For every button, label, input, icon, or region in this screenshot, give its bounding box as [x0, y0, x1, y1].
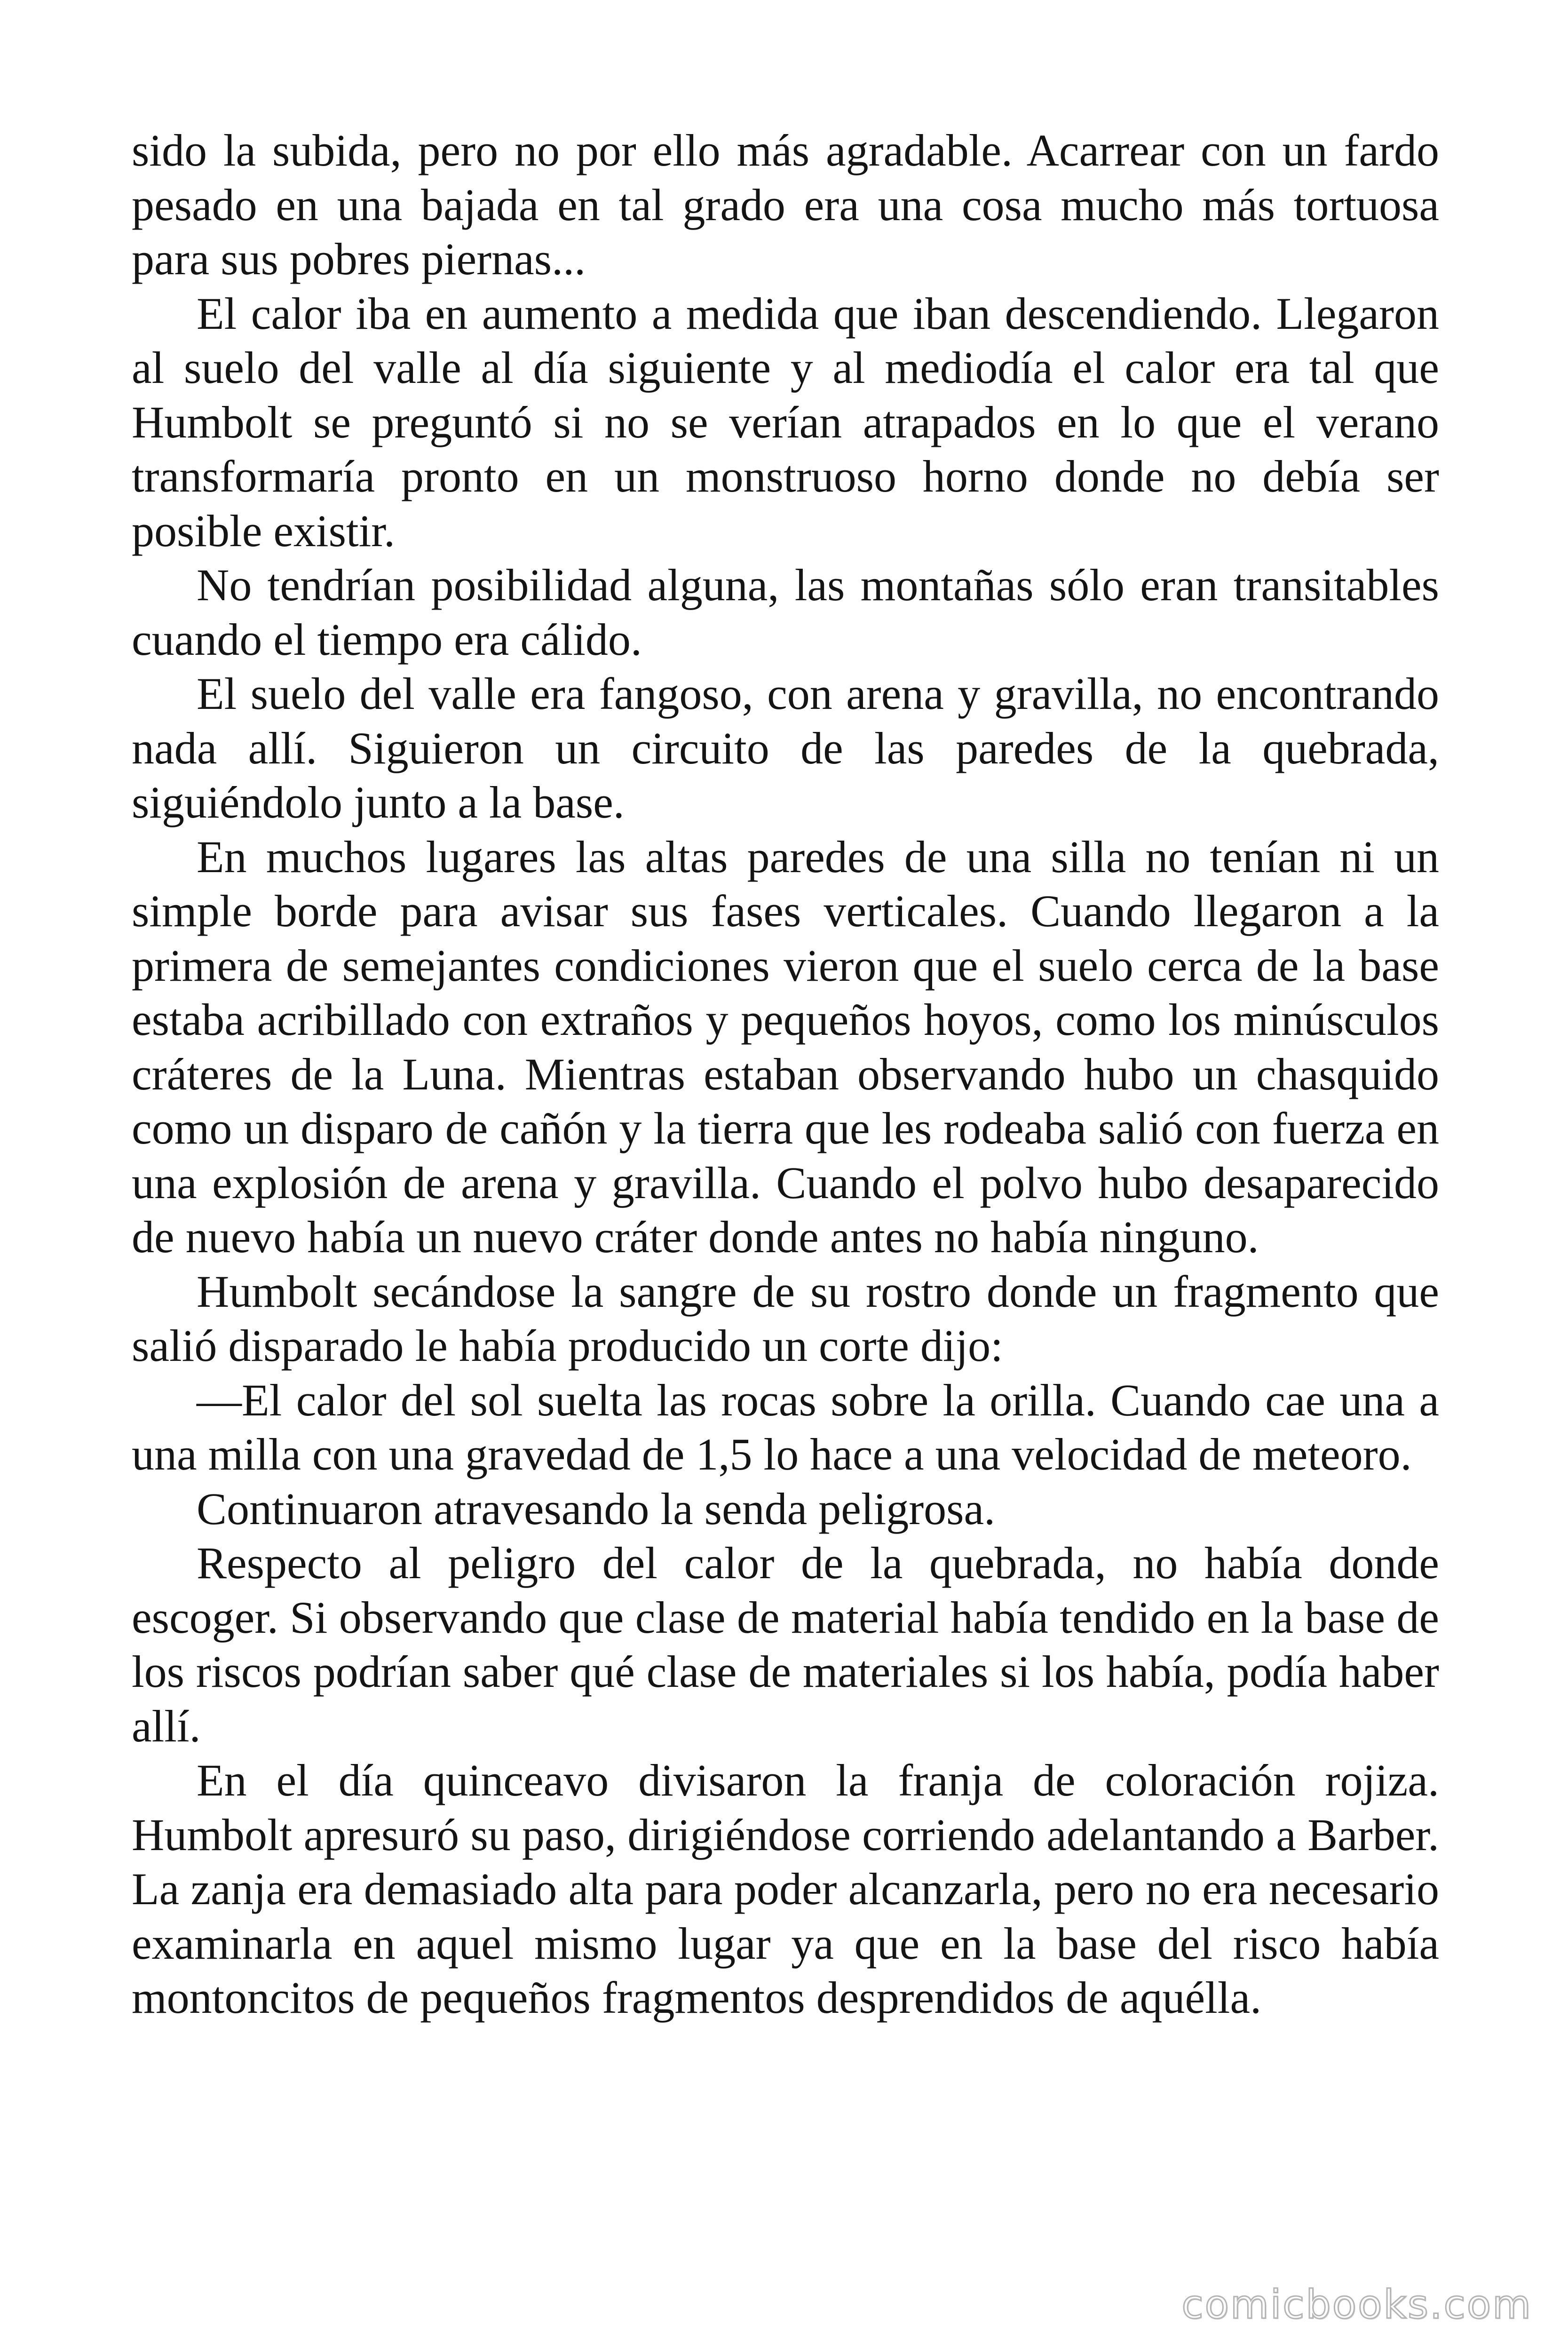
paragraph: El suelo del valle era fangoso, con arena y gravilla, no encontrando nada allí. Siguieron un circuito de las paredes de la quebrada, siguiéndolo junto a la base.: [132, 668, 1439, 827]
paragraph: Humbolt secándose la sangre de su rostro donde un fragmento que salió disparado le había producido un corte dijo:: [132, 1266, 1439, 1371]
paragraph: En el día quinceavo divisaron la franja de coloración rojiza. Humbolt apresuró su paso, dirigiéndose corriendo adelantando a Barber. La zanja era demasiado alta para poder alcanzarla, pero no era necesario examinarla en aquel mismo lugar ya que en la base del risco había montoncitos de pequeños fragmentos desprendidos de aquélla.: [132, 1755, 1439, 2023]
page-body: [132, 123, 1439, 2025]
paragraph: El calor iba en aumento a medida que iban descendiendo. Llegaron al suelo del valle al día siguiente y al mediodía el calor era tal que Humbolt se preguntó si no se verían atrapados en lo que el verano transformaría pronto en un monstruoso horno donde no debía ser posible existir.: [132, 288, 1439, 556]
paragraph-continuation: sido la subida, pero no por ello más agradable. Acarrear con un fardo pesado en una bajada en tal grado era una cosa mucho más tortuosa para sus pobres piernas...: [132, 125, 1439, 284]
paragraph-dialogue: —El calor del sol suelta las rocas sobre la orilla. Cuando cae una a una milla con una gravedad de 1,5 lo hace a una velocidad de meteoro.: [132, 1375, 1439, 1479]
paragraph: No tendrían posibilidad alguna, las montañas sólo eran transitables cuando el tiempo era cálido.: [132, 560, 1439, 665]
paragraph: Respecto al peligro del calor de la quebrada, no había donde escoger. Si observando que clase de material había tendido en la base de los riscos podrían saber qué clase de materiales si los había, podía haber allí.: [132, 1538, 1439, 1751]
paragraph: En muchos lugares las altas paredes de una silla no tenían ni un simple borde para avisar sus fases verticales. Cuando llegaron a la primera de semejantes condiciones vieron que el suelo cerca de la base estaba acribillado con extraños y pequeños hoyos, como los minúsculos cráteres de la Luna. Mientras estaban observando hubo un chasquido como un disparo de cañón y la tierra que les rodeaba salió con fuerza en una explosión de arena y gravilla. Cuando el polvo hubo desaparecido de nuevo había un nuevo cráter donde antes no había ninguno.: [132, 831, 1439, 1262]
paragraph: Continuaron atravesando la senda peligrosa.: [197, 1483, 996, 1534]
watermark: comicbooks.com: [1181, 2281, 1532, 2328]
